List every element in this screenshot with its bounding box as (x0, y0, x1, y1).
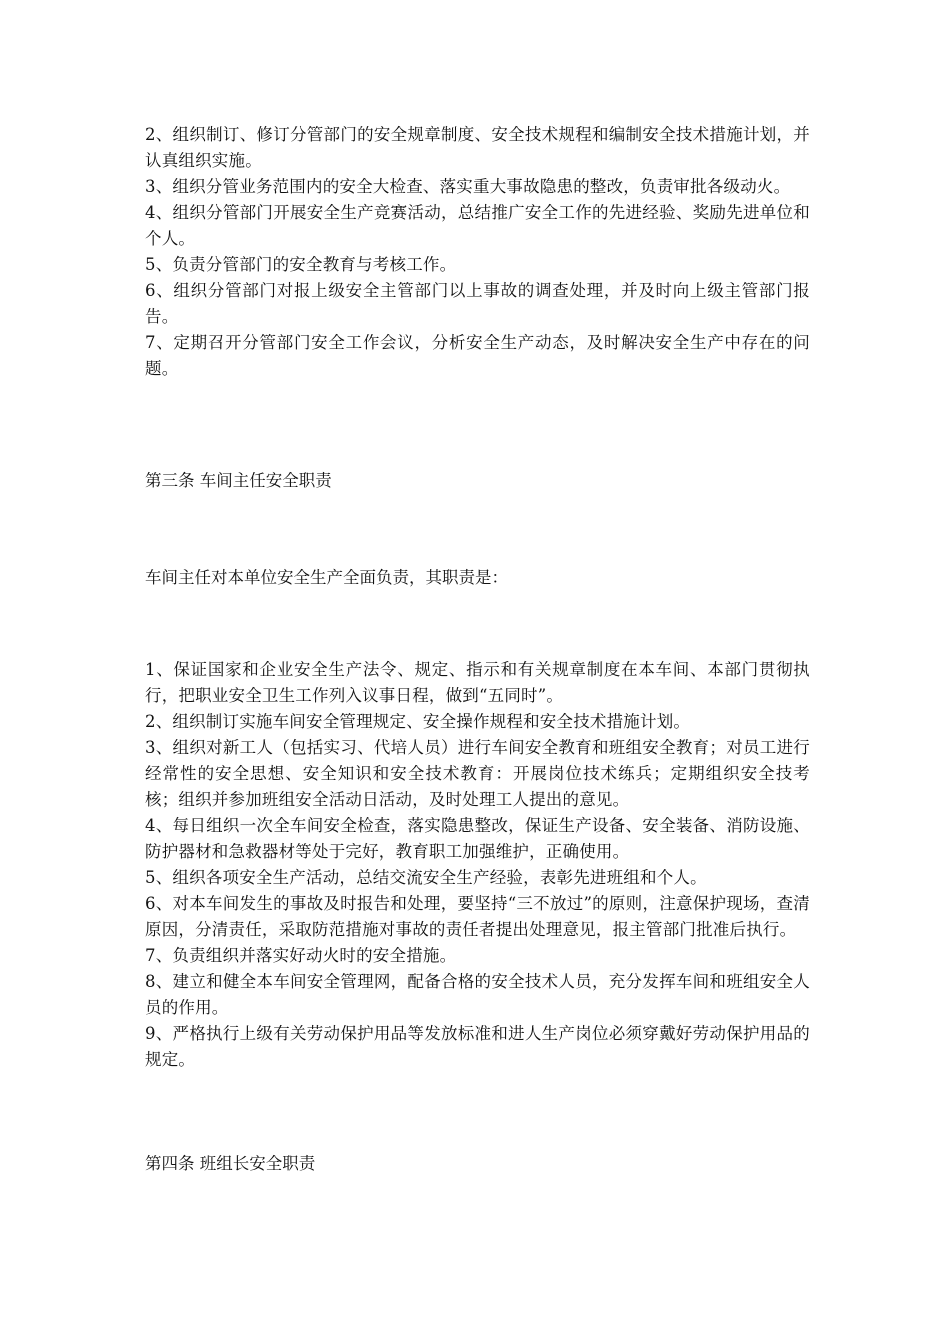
list-item: 5、组织各项安全生产活动，总结交流安全生产经验，表彰先进班组和个人。 (145, 868, 707, 887)
list-item: 6、组织分管部门对报上级安全主管部门以上事故的调查处理，并及时向上级主管部门报告。 (145, 281, 810, 326)
section-top-list (145, 122, 810, 382)
list-item: 3、组织对新工人（包括实习、代培人员）进行车间安全教育和班组安全教育；对员工进行经常性的安全思想、安全知识和安全技术教育：开展岗位技术练兵；定期组织安全技考核；组织并参加班组安全活动日活动，及时处理工人提出的意见。 (145, 738, 810, 809)
list-item: 2、组织制订、修订分管部门的安全规章制度、安全技术规程和编制安全技术措施计划，并认真组织实施。 (145, 125, 810, 170)
list-item: 4、每日组织一次全车间安全检查，落实隐患整改，保证生产设备、安全装备、消防设施、防护器材和急救器材等处于完好，教育职工加强维护，正确使用。 (145, 816, 810, 861)
list-item: 8、建立和健全本车间安全管理网，配备合格的安全技术人员，充分发挥车间和班组安全人员的作用。 (145, 972, 810, 1017)
list-item: 1、保证国家和企业安全生产法令、规定、指示和有关规章制度在本车间、本部门贯彻执行，把职业安全卫生工作列入议事日程，做到“五同时”。 (145, 660, 810, 705)
article4-heading: 第四条 班组长安全职责 (145, 1154, 316, 1173)
article3-heading: 第三条 车间主任安全职责 (145, 471, 332, 490)
list-item: 3、组织分管业务范围内的安全大检查、落实重大事故隐患的整改，负责审批各级动火。 (145, 177, 791, 196)
article3-list (145, 657, 810, 1073)
article3-intro: 车间主任对本单位安全生产全面负责，其职责是： (145, 568, 508, 587)
list-item: 9、严格执行上级有关劳动保护用品等发放标准和进人生产岗位必须穿戴好劳动保护用品的规定。 (145, 1024, 810, 1069)
list-item: 5、负责分管部门的安全教育与考核工作。 (145, 255, 457, 274)
list-item: 6、对本车间发生的事故及时报告和处理，要坚持“三不放过”的原则，注意保护现场，查清原因，分清责任，采取防范措施对事故的责任者提出处理意见，报主管部门批准后执行。 (145, 894, 810, 939)
list-item: 4、组织分管部门开展安全生产竞赛活动，总结推广安全工作的先进经验、奖励先进单位和个人。 (145, 203, 810, 248)
list-item: 7、负责组织并落实好动火时的安全措施。 (145, 946, 457, 965)
list-item: 7、定期召开分管部门安全工作会议，分析安全生产动态，及时解决安全生产中存在的问题。 (145, 333, 810, 378)
list-item: 2、组织制订实施车间安全管理规定、安全操作规程和安全技术措施计划。 (145, 712, 691, 731)
